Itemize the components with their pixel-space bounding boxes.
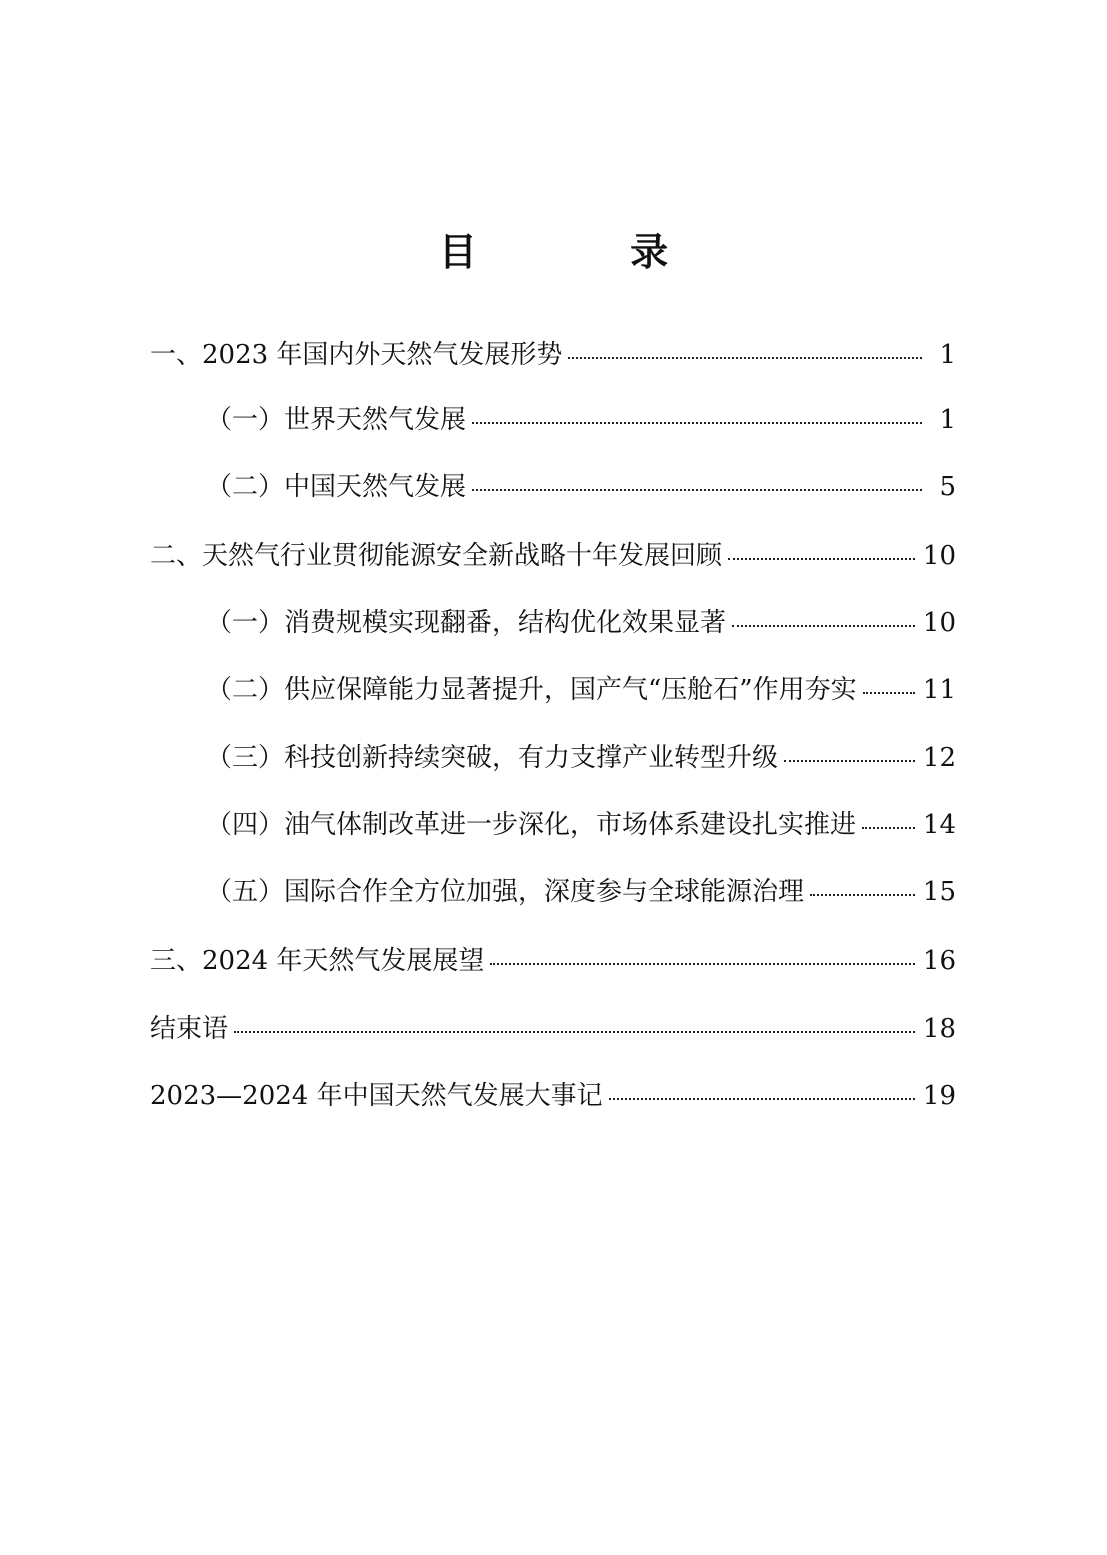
toc-leader xyxy=(490,941,914,981)
toc-leader xyxy=(732,603,915,643)
toc-entry-text: 2023—2024 年中国天然气发展大事记 xyxy=(150,1081,603,1111)
toc-title: 目 录 xyxy=(438,230,739,274)
toc-leader xyxy=(609,1076,915,1116)
toc-entry-page: 11 xyxy=(922,675,956,705)
toc-entry[interactable] xyxy=(206,603,956,643)
toc-entry-page: 1 xyxy=(939,405,956,435)
toc-entry-page: 10 xyxy=(922,608,956,638)
toc-entry[interactable] xyxy=(206,872,956,912)
toc-leader xyxy=(472,400,922,440)
toc-entry[interactable] xyxy=(206,805,956,845)
toc-leader xyxy=(234,1009,915,1049)
toc-entry[interactable] xyxy=(206,467,956,507)
toc-entry-text: 二、天然气行业贯彻能源安全新战略十年发展回顾 xyxy=(150,541,723,571)
toc-entry[interactable] xyxy=(150,1009,956,1049)
toc-entry-page: 16 xyxy=(922,946,956,976)
toc-entry-text: 一、2023 年国内外天然气发展形势 xyxy=(150,340,563,370)
toc-entry[interactable] xyxy=(150,941,956,981)
toc-entry-text: 结束语 xyxy=(150,1014,229,1044)
toc-leader xyxy=(810,872,915,912)
toc-entry-page: 18 xyxy=(922,1014,956,1044)
toc-entry-text: （五）国际合作全方位加强，深度参与全球能源治理 xyxy=(206,877,805,907)
toc-leader xyxy=(784,738,915,778)
toc-entry-text: （二）中国天然气发展 xyxy=(206,472,467,502)
toc-entry-text: （一）世界天然气发展 xyxy=(206,405,467,435)
toc-leader xyxy=(863,670,915,710)
toc-entry-text: （二）供应保障能力显著提升，国产气“压舱石”作用夯实 xyxy=(206,675,857,705)
toc-entry[interactable] xyxy=(150,1076,956,1116)
toc-entry-page: 10 xyxy=(922,541,956,571)
toc-entry-text: （一）消费规模实现翻番，结构优化效果显著 xyxy=(206,608,727,638)
toc-entry-page: 14 xyxy=(922,810,956,840)
toc-leader xyxy=(862,805,915,845)
toc-entry-text: （四）油气体制改革进一步深化，市场体系建设扎实推进 xyxy=(206,810,857,840)
toc-entry[interactable] xyxy=(206,400,956,440)
toc-leader xyxy=(568,335,922,375)
toc-entry[interactable] xyxy=(150,335,956,375)
toc-entry-page: 12 xyxy=(922,743,956,773)
toc-entry-text: 三、2024 年天然气发展展望 xyxy=(150,946,485,976)
toc-leader xyxy=(728,536,915,576)
toc-entry-page: 15 xyxy=(922,877,956,907)
toc-entry-page: 5 xyxy=(939,472,956,502)
toc-entry[interactable] xyxy=(150,536,956,576)
toc-entry-page: 1 xyxy=(939,340,956,370)
toc-entry[interactable] xyxy=(206,738,956,778)
toc-leader xyxy=(472,467,922,507)
toc-entry[interactable] xyxy=(206,670,956,710)
toc-entry-text: （三）科技创新持续突破，有力支撑产业转型升级 xyxy=(206,743,779,773)
toc-entry-page: 19 xyxy=(922,1081,956,1111)
